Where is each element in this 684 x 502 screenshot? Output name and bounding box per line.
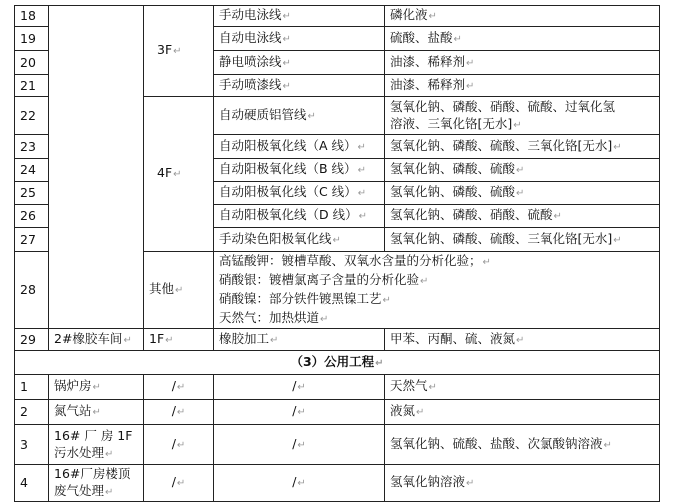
- section-row: [15, 351, 660, 375]
- return-mark: ↵: [92, 382, 101, 393]
- chemicals-text: 硫酸、盐酸: [390, 29, 453, 45]
- return-mark: ↵: [358, 211, 367, 222]
- chemicals-text: 氢氧化钠、硫酸、盐酸、次氯酸钠溶液: [390, 435, 603, 451]
- return-mark: ↵: [382, 295, 391, 306]
- return-mark: ↵: [516, 188, 525, 199]
- return-mark: ↵: [420, 276, 429, 287]
- area-label: 其他: [149, 281, 175, 296]
- floor-cell: [144, 375, 214, 400]
- line-name: [214, 400, 385, 425]
- note-line: 硝酸银：镀槽氯离子含量的分析化验: [219, 272, 420, 287]
- line-name-text: 自动硬质铝管线: [219, 106, 307, 122]
- slash-value: /: [292, 378, 297, 393]
- return-mark: ↵: [603, 439, 612, 451]
- row-number: 4: [15, 465, 49, 502]
- facility-name-line2: 污水处理: [54, 444, 105, 460]
- chemicals: [385, 375, 660, 400]
- chemicals: [385, 182, 660, 205]
- chemicals-text: 氢氧化钠、磷酸、硝酸、硫酸: [390, 207, 553, 222]
- slash-value: /: [292, 403, 297, 418]
- row-number: 28: [15, 252, 49, 329]
- floor-label: 4F: [157, 165, 173, 180]
- return-mark: ↵: [92, 407, 101, 418]
- line-name: [214, 375, 385, 400]
- return-mark: ↵: [176, 382, 186, 393]
- line-name-text: 橡胶加工: [219, 330, 270, 346]
- floor-label: 1F: [149, 330, 165, 346]
- chemicals: [385, 159, 660, 182]
- floor-cell: [144, 400, 214, 425]
- return-mark: ↵: [297, 478, 306, 489]
- chemicals-text-line2: 溶液、三氧化铬[无水]: [390, 115, 513, 131]
- chemicals-text: 氢氧化钠、磷酸、硫酸、三氧化铬[无水]: [390, 137, 613, 153]
- return-mark: ↵: [482, 257, 491, 268]
- note-line: 硝酸镍：部分铁件镀黑镍工艺: [219, 291, 382, 306]
- table-row: [15, 329, 660, 351]
- row-number: 25: [15, 182, 49, 205]
- return-mark: ↵: [466, 80, 475, 92]
- return-mark: ↵: [553, 211, 562, 222]
- table-row: [15, 400, 660, 425]
- table-row: [15, 465, 660, 502]
- section-title: （3）公用工程: [290, 353, 375, 369]
- return-mark: ↵: [282, 80, 291, 92]
- return-mark: ↵: [416, 407, 425, 418]
- floor-cell-3f: [144, 6, 214, 97]
- floor-label: 3F: [157, 42, 173, 57]
- facility-name-line1: 16# 厂 房 1F: [54, 427, 133, 443]
- note-line: 天然气：加热烘道: [219, 310, 320, 325]
- return-mark: ↵: [282, 33, 291, 45]
- slash-value: /: [292, 435, 297, 451]
- chemicals: [385, 228, 660, 252]
- chemicals: [385, 425, 660, 465]
- return-mark: ↵: [357, 165, 366, 176]
- chemicals: [385, 51, 660, 75]
- row-number: 19: [15, 27, 49, 51]
- line-name: [214, 97, 385, 135]
- line-name: [214, 205, 385, 228]
- return-mark: ↵: [320, 314, 329, 325]
- chemicals-text: 磷化液: [390, 7, 428, 22]
- table-row: [15, 425, 660, 465]
- line-name: [214, 329, 385, 351]
- row-number: 27: [15, 228, 49, 252]
- row-number: 29: [15, 329, 49, 351]
- table-row: [15, 375, 660, 400]
- return-mark: ↵: [613, 234, 622, 246]
- slash-value: /: [171, 403, 176, 418]
- line-name: [214, 228, 385, 252]
- return-mark: ↵: [307, 110, 316, 122]
- return-mark: ↵: [375, 357, 384, 369]
- return-mark: ↵: [105, 487, 114, 498]
- chemicals: [385, 97, 660, 135]
- return-mark: ↵: [428, 382, 437, 393]
- return-mark: ↵: [165, 334, 174, 346]
- return-mark: ↵: [428, 11, 437, 22]
- chemicals: [385, 75, 660, 97]
- row-number: 2: [15, 400, 49, 425]
- line-name-text: 自动阳极氧化线（A 线）: [219, 137, 357, 153]
- line-name-text: 静电喷涂线: [219, 53, 282, 69]
- notes-cell: [214, 252, 660, 329]
- return-mark: ↵: [175, 285, 184, 296]
- chemicals-text: 液氮: [390, 403, 416, 418]
- row-number: 21: [15, 75, 49, 97]
- chemicals: [385, 27, 660, 51]
- line-name: [214, 6, 385, 27]
- chemicals-text: 油漆、稀释剂: [390, 53, 466, 69]
- return-mark: ↵: [357, 188, 367, 199]
- line-name: [214, 425, 385, 465]
- return-mark: ↵: [297, 407, 306, 418]
- line-name: [214, 51, 385, 75]
- floor-cell: [144, 329, 214, 351]
- return-mark: ↵: [173, 169, 182, 180]
- return-mark: ↵: [332, 234, 341, 246]
- chemicals: [385, 329, 660, 351]
- chemicals-text: 油漆、稀释剂: [390, 76, 466, 92]
- line-name-text: 手动染色阳极氧化线: [219, 230, 332, 246]
- line-name: [214, 182, 385, 205]
- line-name-text: 手动电泳线: [219, 7, 282, 22]
- row-number: 26: [15, 205, 49, 228]
- line-name: [214, 159, 385, 182]
- slash-value: /: [171, 378, 176, 393]
- return-mark: ↵: [513, 119, 522, 131]
- floor-cell: [144, 465, 214, 502]
- chemicals-text: 氢氧化钠溶液: [390, 474, 466, 489]
- row-number: 22: [15, 97, 49, 135]
- line-name: [214, 27, 385, 51]
- area-cell: [144, 252, 214, 329]
- building-label: 2#橡胶车间: [54, 330, 123, 346]
- facility-name: [49, 400, 144, 425]
- return-mark: ↵: [297, 439, 306, 451]
- return-mark: ↵: [466, 57, 475, 69]
- slash-value: /: [171, 435, 176, 451]
- row-number: 3: [15, 425, 49, 465]
- chemicals-text: 天然气: [390, 378, 428, 393]
- line-name-text: 自动阳极氧化线（B 线）: [219, 161, 357, 176]
- line-name: [214, 75, 385, 97]
- slash-value: /: [292, 474, 297, 489]
- row-number: 23: [15, 135, 49, 159]
- return-mark: ↵: [176, 439, 186, 451]
- return-mark: ↵: [466, 478, 475, 489]
- facility-name: [49, 425, 144, 465]
- return-mark: ↵: [516, 165, 525, 176]
- return-mark: ↵: [173, 46, 182, 57]
- line-name: [214, 465, 385, 502]
- return-mark: ↵: [282, 11, 291, 22]
- facility-name-text: 锅炉房: [54, 378, 92, 393]
- return-mark: ↵: [176, 407, 186, 418]
- chemicals: [385, 465, 660, 502]
- return-mark: ↵: [613, 141, 622, 153]
- return-mark: ↵: [123, 334, 132, 346]
- slash-value: /: [171, 474, 176, 489]
- building-cell: [49, 329, 144, 351]
- note-line: 高锰酸钾：镀槽草酸、双氧水含量的分析化验；: [219, 253, 482, 268]
- row-number: 18: [15, 6, 49, 27]
- row-number: 20: [15, 51, 49, 75]
- facility-name: [49, 465, 144, 502]
- chemicals-text: 氢氧化钠、磷酸、硫酸: [390, 161, 516, 176]
- line-name: [214, 135, 385, 159]
- return-mark: ↵: [105, 448, 114, 460]
- chemicals-text-line1: 氢氧化钠、磷酸、硝酸、硫酸、过氧化氢: [390, 98, 616, 114]
- return-mark: ↵: [516, 334, 525, 346]
- floor-cell-4f: [144, 97, 214, 252]
- floor-cell: [144, 425, 214, 465]
- facility-name-line2: 废气处理: [54, 483, 105, 498]
- line-name-text: 自动阳极氧化线（D 线）: [219, 207, 358, 222]
- chemicals: [385, 400, 660, 425]
- chemicals-text: 氢氧化钠、磷酸、硫酸、三氧化铬[无水]: [390, 230, 613, 246]
- chemicals: [385, 205, 660, 228]
- chemicals-table: [14, 5, 660, 502]
- facility-name-text: 氮气站: [54, 403, 92, 418]
- section-title-cell: [15, 351, 660, 375]
- building-cell-empty: [49, 6, 144, 329]
- return-mark: ↵: [357, 141, 366, 153]
- return-mark: ↵: [453, 33, 462, 45]
- chemicals: [385, 6, 660, 27]
- row-number: 1: [15, 375, 49, 400]
- line-name-text: 自动阳极氧化线（C 线）: [219, 184, 357, 199]
- chemicals-text: 氢氧化钠、磷酸、硫酸: [390, 184, 516, 199]
- return-mark: ↵: [282, 57, 291, 69]
- line-name-text: 自动电泳线: [219, 29, 282, 45]
- line-name-text: 手动喷漆线: [219, 76, 282, 92]
- row-number: 24: [15, 159, 49, 182]
- return-mark: ↵: [176, 478, 186, 489]
- chemicals-text: 甲苯、丙酮、硫、液氮: [390, 330, 516, 346]
- facility-name: [49, 375, 144, 400]
- return-mark: ↵: [297, 382, 306, 393]
- return-mark: ↵: [270, 334, 279, 346]
- chemicals: [385, 135, 660, 159]
- table-row: [15, 6, 660, 27]
- facility-name-line1: 16#厂房楼顶: [54, 466, 131, 481]
